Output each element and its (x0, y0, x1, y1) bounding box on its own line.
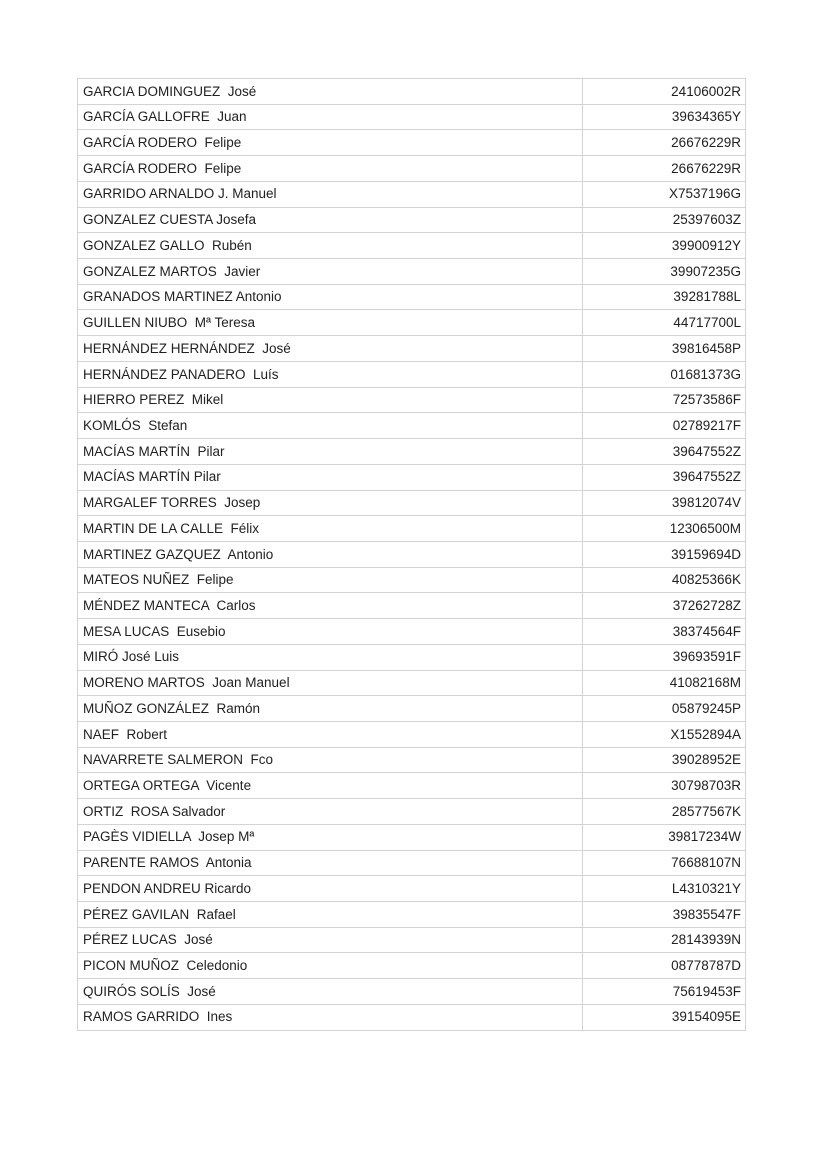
id-cell: 38374564F (583, 619, 746, 645)
names-id-table (77, 78, 746, 1031)
name-cell: PÉREZ GAVILAN Rafael (78, 902, 583, 928)
table-row (78, 824, 746, 850)
name-cell: MARGALEF TORRES Josep (78, 490, 583, 516)
name-cell: HIERRO PEREZ Mikel (78, 387, 583, 413)
table-row (78, 953, 746, 979)
id-cell: 39647552Z (583, 439, 746, 465)
table-row (78, 1004, 746, 1030)
id-cell: 26676229R (583, 156, 746, 182)
id-cell: 05879245P (583, 696, 746, 722)
id-cell: 37262728Z (583, 593, 746, 619)
table-row (78, 644, 746, 670)
name-cell: MÉNDEZ MANTECA Carlos (78, 593, 583, 619)
table-row (78, 516, 746, 542)
name-cell: MATEOS NUÑEZ Felipe (78, 567, 583, 593)
table-row (78, 696, 746, 722)
name-cell: GUILLEN NIUBO Mª Teresa (78, 310, 583, 336)
name-cell: MUÑOZ GONZÁLEZ Ramón (78, 696, 583, 722)
name-cell: GONZALEZ GALLO Rubén (78, 233, 583, 259)
table-row (78, 233, 746, 259)
table-row (78, 259, 746, 285)
table-row (78, 207, 746, 233)
name-cell: GARCÍA RODERO Felipe (78, 130, 583, 156)
name-cell: ORTIZ ROSA Salvador (78, 799, 583, 825)
name-cell: PENDON ANDREU Ricardo (78, 876, 583, 902)
table-row (78, 336, 746, 362)
name-cell: PÉREZ LUCAS José (78, 927, 583, 953)
id-cell: 25397603Z (583, 207, 746, 233)
table-body (78, 79, 746, 1031)
table-row (78, 181, 746, 207)
table-row (78, 747, 746, 773)
id-cell: 76688107N (583, 850, 746, 876)
id-cell: 40825366K (583, 567, 746, 593)
id-cell: X1552894A (583, 721, 746, 747)
id-cell: 26676229R (583, 130, 746, 156)
id-cell: 30798703R (583, 773, 746, 799)
name-cell: HERNÁNDEZ PANADERO Luís (78, 361, 583, 387)
name-cell: MARTIN DE LA CALLE Félix (78, 516, 583, 542)
table-row (78, 104, 746, 130)
id-cell: 39835547F (583, 902, 746, 928)
id-cell: 24106002R (583, 79, 746, 105)
table-row (78, 670, 746, 696)
id-cell: 39159694D (583, 541, 746, 567)
name-cell: MIRÓ José Luis (78, 644, 583, 670)
id-cell: 41082168M (583, 670, 746, 696)
id-cell: 39812074V (583, 490, 746, 516)
table-row (78, 799, 746, 825)
name-cell: GONZALEZ CUESTA Josefa (78, 207, 583, 233)
table-row (78, 130, 746, 156)
id-cell: 72573586F (583, 387, 746, 413)
id-cell: 01681373G (583, 361, 746, 387)
name-cell: HERNÁNDEZ HERNÁNDEZ José (78, 336, 583, 362)
name-cell: MACÍAS MARTÍN Pilar (78, 464, 583, 490)
table-row (78, 902, 746, 928)
id-cell: 39634365Y (583, 104, 746, 130)
name-cell: ORTEGA ORTEGA Vicente (78, 773, 583, 799)
id-cell: 28577567K (583, 799, 746, 825)
table-row (78, 979, 746, 1005)
table-row (78, 156, 746, 182)
name-cell: QUIRÓS SOLÍS José (78, 979, 583, 1005)
name-cell: GARCIA DOMINGUEZ José (78, 79, 583, 105)
id-cell: X7537196G (583, 181, 746, 207)
table-row (78, 361, 746, 387)
id-cell: 12306500M (583, 516, 746, 542)
name-cell: RAMOS GARRIDO Ines (78, 1004, 583, 1030)
name-cell: GARCÍA RODERO Felipe (78, 156, 583, 182)
table-row (78, 721, 746, 747)
id-cell: 39647552Z (583, 464, 746, 490)
id-cell: 02789217F (583, 413, 746, 439)
id-cell: 39816458P (583, 336, 746, 362)
id-cell: 39281788L (583, 284, 746, 310)
table-row (78, 464, 746, 490)
name-cell: MARTINEZ GAZQUEZ Antonio (78, 541, 583, 567)
name-cell: NAEF Robert (78, 721, 583, 747)
id-cell: L4310321Y (583, 876, 746, 902)
table-row (78, 439, 746, 465)
id-cell: 39693591F (583, 644, 746, 670)
id-cell: 39907235G (583, 259, 746, 285)
id-cell: 08778787D (583, 953, 746, 979)
table-row (78, 79, 746, 105)
table-row (78, 490, 746, 516)
name-cell: PARENTE RAMOS Antonia (78, 850, 583, 876)
name-cell: PICON MUÑOZ Celedonio (78, 953, 583, 979)
table-row (78, 773, 746, 799)
name-cell: PAGÈS VIDIELLA Josep Mª (78, 824, 583, 850)
table-row (78, 310, 746, 336)
table-row (78, 927, 746, 953)
table-row (78, 619, 746, 645)
id-cell: 39900912Y (583, 233, 746, 259)
table-row (78, 567, 746, 593)
table-row (78, 593, 746, 619)
table-row (78, 876, 746, 902)
name-cell: NAVARRETE SALMERON Fco (78, 747, 583, 773)
id-cell: 28143939N (583, 927, 746, 953)
id-cell: 39154095E (583, 1004, 746, 1030)
name-cell: MESA LUCAS Eusebio (78, 619, 583, 645)
id-cell: 39028952E (583, 747, 746, 773)
table-row (78, 541, 746, 567)
id-cell: 75619453F (583, 979, 746, 1005)
table-row (78, 850, 746, 876)
name-cell: GARRIDO ARNALDO J. Manuel (78, 181, 583, 207)
table-row (78, 413, 746, 439)
name-cell: MACÍAS MARTÍN Pilar (78, 439, 583, 465)
table-row (78, 387, 746, 413)
name-cell: MORENO MARTOS Joan Manuel (78, 670, 583, 696)
id-cell: 44717700L (583, 310, 746, 336)
table-row (78, 284, 746, 310)
id-cell: 39817234W (583, 824, 746, 850)
name-cell: GRANADOS MARTINEZ Antonio (78, 284, 583, 310)
name-cell: KOMLÓS Stefan (78, 413, 583, 439)
name-cell: GARCÍA GALLOFRE Juan (78, 104, 583, 130)
name-cell: GONZALEZ MARTOS Javier (78, 259, 583, 285)
